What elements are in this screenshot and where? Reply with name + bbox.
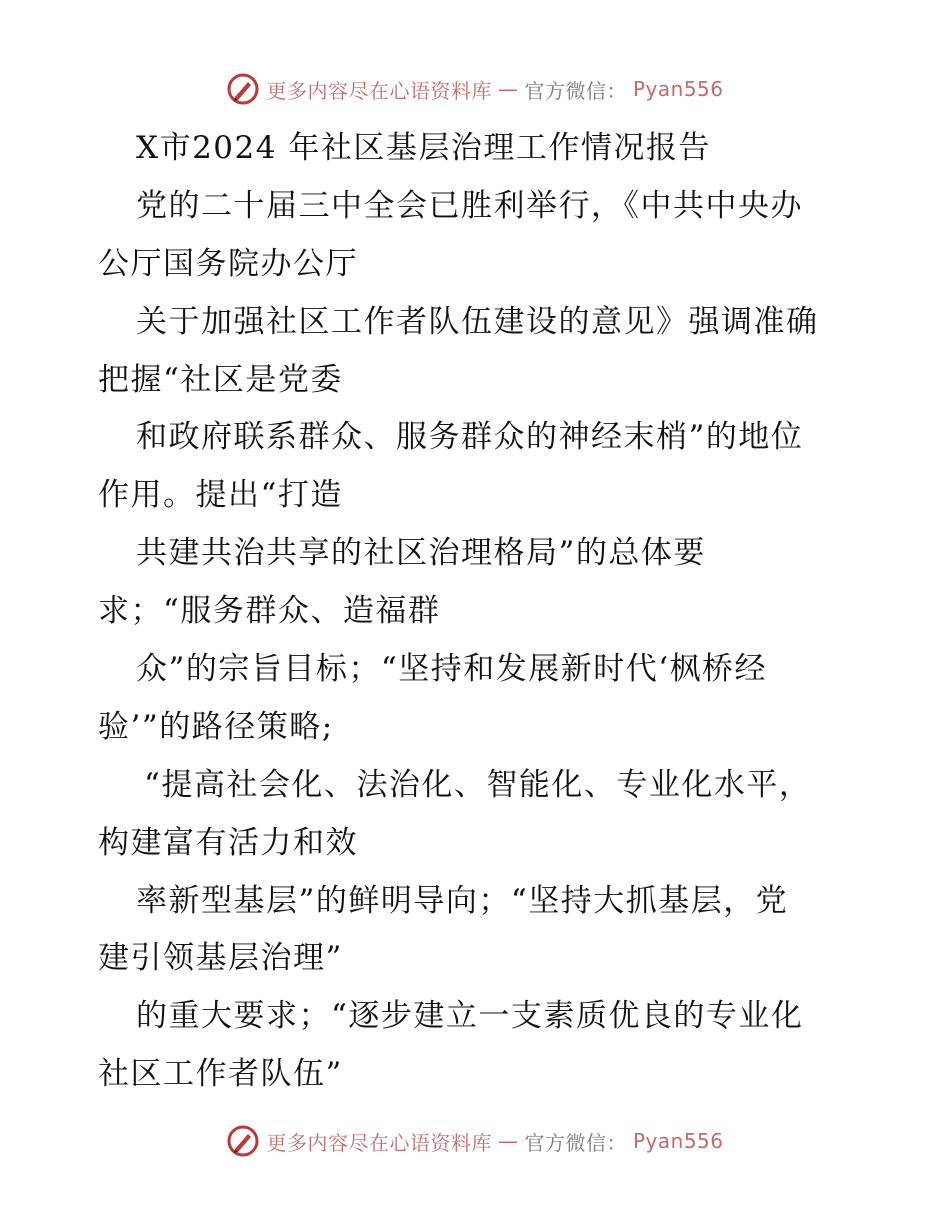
- watermark-label: 官方微信：: [524, 78, 627, 103]
- paragraph-line: 公厅国务院办公厅: [98, 245, 358, 282]
- paragraph-line: 共建共治共享的社区治理格局”的总体要: [136, 535, 706, 572]
- watermark-id: Pyan556: [632, 77, 724, 101]
- paragraph-line: 率新型基层”的鲜明导向；“坚持大抓基层，党: [136, 882, 789, 919]
- pen-in-circle-logo: [226, 1124, 260, 1158]
- document-body: [98, 120, 858, 1104]
- paragraph-line: “提高社会化、法治化、智能化、专业化水平，: [144, 766, 812, 803]
- watermark-label: 官方微信：: [524, 1130, 627, 1155]
- watermark-brand-text: 更多内容尽在心语资料库: [266, 78, 492, 103]
- paragraph-line: 众”的宗旨目标；“坚持和发展新时代‘枫桥经: [136, 651, 768, 688]
- paragraph-line: 关于加强社区工作者队伍建设的意见》强调准确: [136, 303, 819, 340]
- watermark-id: Pyan556: [632, 1129, 724, 1153]
- paragraph-line: 建引领基层治理”: [98, 940, 343, 977]
- paragraph-line: 的重大要求；“逐步建立一支素质优良的专业化: [136, 998, 804, 1035]
- paragraph-line: 构建富有活力和效: [98, 824, 358, 861]
- watermark-separator: —: [497, 1129, 519, 1153]
- watermark-brand-text: 更多内容尽在心语资料库: [266, 1130, 492, 1155]
- paragraph-line: 求；“服务群众、造福群: [98, 593, 441, 630]
- paragraph-line: 作用。提出“打造: [98, 477, 343, 514]
- paragraph-line: 党的二十届三中全会已胜利举行，《中共中央办: [136, 187, 803, 224]
- header-watermark: [0, 72, 950, 106]
- footer-watermark: [0, 1124, 950, 1158]
- watermark-separator: —: [497, 77, 519, 101]
- document-title: X市2024 年社区基层治理工作情况报告: [136, 130, 711, 166]
- paragraph-line: 验’”的路径策略;: [98, 708, 334, 745]
- paragraph-line: 和政府联系群众、服务群众的神经末梢”的地位: [136, 419, 804, 456]
- pen-in-circle-logo: [226, 72, 260, 106]
- paragraph-line: 社区工作者队伍”: [98, 1056, 343, 1093]
- paragraph-line: 把握“社区是党委: [98, 361, 343, 398]
